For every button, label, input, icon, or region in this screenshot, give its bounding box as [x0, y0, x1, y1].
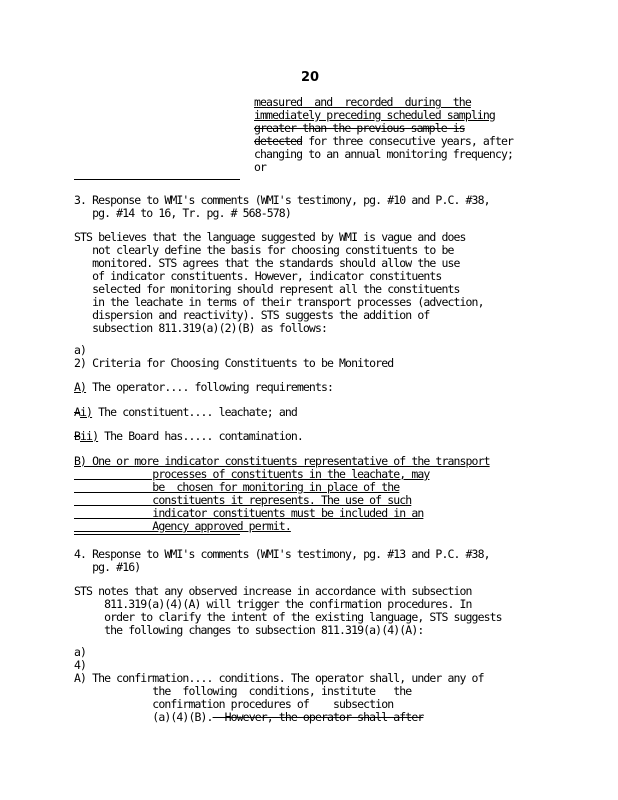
section3-item-B-line: B) One or more indicator constituents representative of the transport	[74, 454, 490, 468]
section3-item-Bii	[74, 430, 303, 443]
item-A-label: A)	[74, 380, 87, 394]
top-line-6: or	[254, 160, 267, 174]
section3-item-B-line: constituents it represents. The use of such	[74, 493, 412, 507]
section4-heading-2: pg. #16)	[74, 560, 141, 574]
section4-item-A-line	[74, 711, 423, 724]
section4-para-line: order to clarify the intent of the existing language, STS suggests	[74, 610, 502, 624]
item-Bii-text: The Board has..... contamination.	[98, 429, 303, 443]
item-A-text: The operator.... following requirements:	[86, 380, 334, 394]
separator-rule-2	[74, 534, 240, 535]
section3-para-line: monitored. STS agrees that the standards should allow the use	[74, 256, 460, 270]
top-line-1: measured and recorded during the	[254, 95, 471, 109]
item-Bii-struck: B	[74, 429, 81, 443]
section3-para-line: subsection 811.319(a)(2)(B) as follows:	[74, 321, 327, 335]
top-line-3: greater than the previous sample is	[254, 121, 465, 135]
section3-a-label: a)	[74, 343, 87, 357]
section4-item-A-line: the following conditions, institute the	[74, 684, 412, 698]
section3-item-B-line: indicator constituents must be included in an	[74, 506, 424, 520]
section4-heading-1: 4. Response to WMI's comments (WMI's testimony, pg. #13 and P.C. #38,	[74, 547, 490, 561]
section4-4-label: 4)	[74, 658, 87, 672]
top-line-2: immediately preceding scheduled sampling	[254, 108, 495, 122]
item-Ai-struck: A	[74, 405, 81, 419]
section4-item-A-line: A) The confirmation.... conditions. The operator shall, under any of	[74, 671, 484, 685]
section3-item-B-line: Agency approved permit.	[74, 519, 291, 533]
section3-para-line: selected for monitoring should represent all the constituents	[74, 282, 460, 296]
item-A-ref: (a)(4)(B).	[74, 710, 213, 724]
separator-rule-1	[74, 179, 240, 180]
section3-para-line: of indicator constituents. However, indicator constituents	[74, 269, 442, 283]
section3-para-line: STS believes that the language suggested by WMI is vague and does	[74, 230, 466, 244]
section3-item-B-line: be chosen for monitoring in place of the	[74, 480, 400, 494]
item-Bii-label: ii)	[80, 429, 99, 443]
section3-criteria-heading: 2) Criteria for Choosing Constituents to be Monitored	[74, 356, 394, 370]
section3-item-Ai	[74, 406, 297, 419]
item-Ai-label: i)	[80, 405, 93, 419]
struck-word: detected	[254, 134, 303, 148]
section3-para-line: dispersion and reactivity). STS suggests the addition of	[74, 308, 430, 322]
section3-heading-1: 3. Response to WMI's comments (WMI's testimony, pg. #10 and P.C. #38,	[74, 193, 490, 207]
section3-para-line: in the leachate in terms of their transport processes (advection,	[74, 295, 484, 309]
section4-a-label: a)	[74, 645, 87, 659]
section4-item-A-line: confirmation procedures of subsection	[74, 697, 394, 711]
item-A-struck: However, the operator shall after	[212, 710, 424, 724]
section3-item-B-line: processes of constituents in the leachate, may	[74, 467, 430, 481]
top-line-4-rest: for three consecutive years, after	[302, 134, 514, 148]
section4-para-line: 811.319(a)(4)(A) will trigger the confirmation procedures. In	[74, 597, 472, 611]
section3-heading-2: pg. #14 to 16, Tr. pg. # 568-578)	[74, 206, 291, 220]
top-line-5: changing to an annual monitoring frequency;	[254, 147, 514, 161]
section3-para-line: not clearly define the basis for choosing constituents to be	[74, 243, 454, 257]
section3-item-A	[74, 381, 333, 394]
section4-para-line: the following changes to subsection 811.319(a)(4)(A):	[74, 623, 424, 637]
section4-para-line: STS notes that any observed increase in accordance with subsection	[74, 584, 472, 598]
page-number: 20	[301, 70, 320, 85]
item-Ai-text: The constituent.... leachate; and	[92, 405, 297, 419]
